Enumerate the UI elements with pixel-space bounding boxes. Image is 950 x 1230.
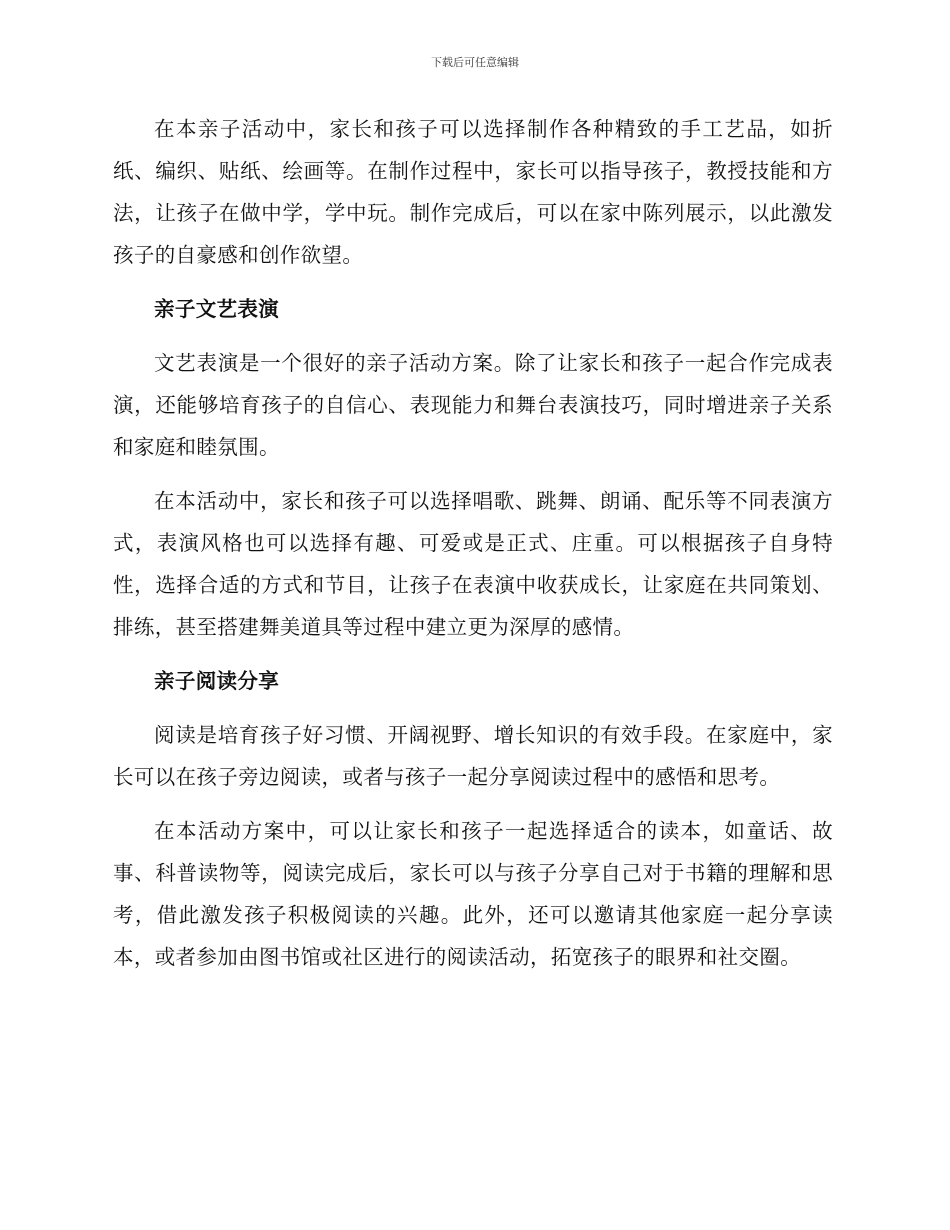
paragraph-reading-details: 在本活动方案中，可以让家长和孩子一起选择适合的读本，如童话、故事、科普读物等，阅读完成后，家长可以与孩子分享自己对于书籍的理解和思考，借此激发孩子积极阅读的兴趣。此外，还可以邀请其他家庭一起分享读本，或者参加由图书馆或社区进行的阅读活动，拓宽孩子的眼界和社交圈。	[113, 819, 833, 969]
document-body	[113, 108, 833, 990]
paragraph-reading-intro: 阅读是培育孩子好习惯、开阔视野、增长知识的有效手段。在家庭中，家长可以在孩子旁边阅读，或者与孩子一起分享阅读过程中的感悟和思考。	[113, 723, 833, 789]
page-header: 下载后可任意编辑	[431, 56, 519, 69]
paragraph-handicraft: 在本亲子活动中，家长和孩子可以选择制作各种精致的手工艺品，如折纸、编织、贴纸、绘画等。在制作过程中，家长可以指导孩子，教授技能和方法，让孩子在做中学，学中玩。制作完成后，可以在家中陈列展示，以此激发孩子的自豪感和创作欲望。	[113, 117, 833, 267]
paragraph-performance-details: 在本活动中，家长和孩子可以选择唱歌、跳舞、朗诵、配乐等不同表演方式，表演风格也可以选择有趣、可爱或是正式、庄重。可以根据孩子自身特性，选择合适的方式和节目，让孩子在表演中收获成长，让家庭在共同策划、排练，甚至搭建舞美道具等过程中建立更为深厚的感情。	[113, 489, 833, 639]
section-heading-performance: 亲子文艺表演	[154, 297, 280, 321]
section-heading-reading: 亲子阅读分享	[154, 669, 280, 693]
paragraph-performance-intro: 文艺表演是一个很好的亲子活动方案。除了让家长和孩子一起合作完成表演，还能够培育孩子的自信心、表现能力和舞台表演技巧，同时增进亲子关系和家庭和睦氛围。	[113, 351, 833, 459]
